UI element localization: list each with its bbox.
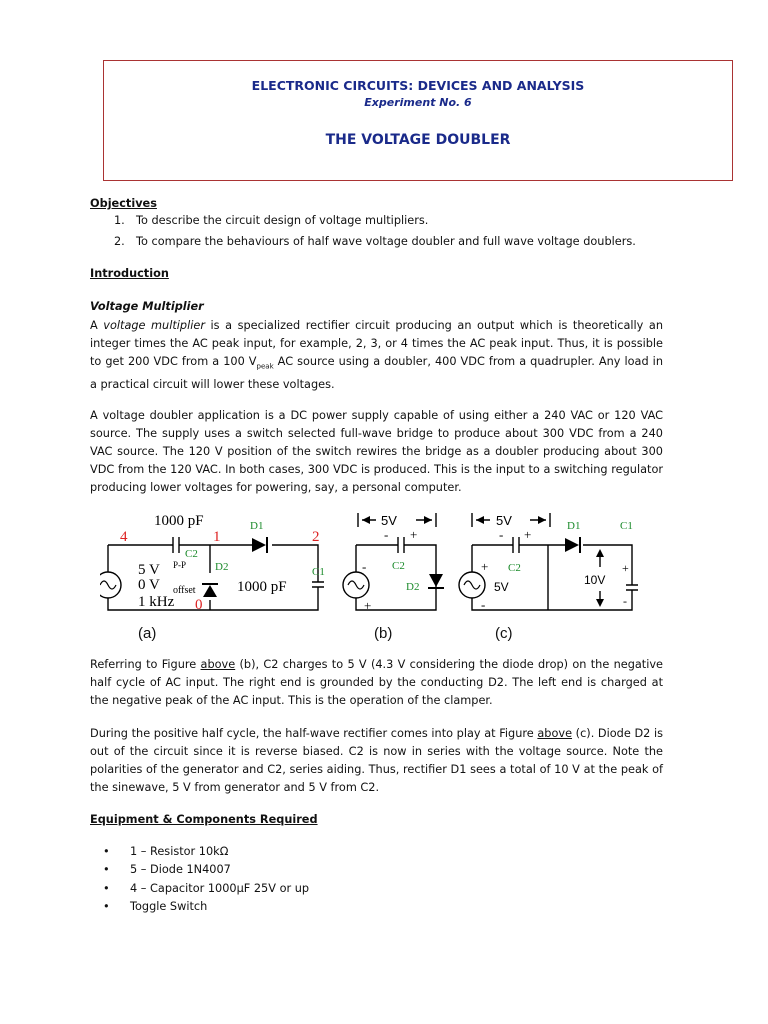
source-pp: P-P [173,560,187,570]
c1-label: C1 [312,566,325,578]
figure-label-a: (a) [138,625,157,642]
c-output-minus: - [623,594,627,608]
c-source-minus: - [481,597,486,612]
source-amplitude: 5 V [138,562,160,578]
c-source-plus: + [481,559,489,574]
experiment-title: THE VOLTAGE DOUBLER [325,132,511,148]
source-offset-label: offset [173,585,196,596]
paragraph-4: During the positive half cycle, the half-wave rectifier comes into play at Figure above (c). Diode D2 is out of the circuit since it is reverse biased. C2 is now in series with the voltage source. Note the polarities of the generator and C2, series aiding. Thus, rectifier D1 sees a total of 10 V at the peak of the sinewave, 5 V from generator and 5 V from C2. [90,727,664,794]
experiment-number: Experiment No. 6 [364,96,472,109]
node-0: 0 [195,597,203,613]
source-frequency: 1 kHz [138,594,175,610]
cap-value-top: 1000 pF [154,513,204,529]
b-plus: + [410,527,418,542]
figure-label-c: (c) [495,625,513,642]
objective-item: 1. To describe the circuit design of voltage multipliers. [114,214,429,227]
equipment-heading: Equipment & Components Required [90,813,318,826]
paragraph-2: A voltage doubler application is a DC power supply capable of using either a 240 VAC or 120 VAC source. The supply uses a switch selected full-wave bridge to produce about 300 VDC from a 240 VAC source. The 120 V position of the switch rewires the bridge as a doubler producing about 300 VDC from the 120 VAC. In both cases, 300 VDC is produced. This is the input to a switching regulator producing lower voltages for powering, say, a personal computer. [90,409,663,494]
c-c1-label: C1 [620,520,633,532]
node-1: 1 [213,529,221,545]
objective-item: 2. To compare the behaviours of half wave voltage doubler and full wave voltage doublers. [114,235,636,248]
d2-label: D2 [215,561,229,573]
b-source-minus: - [362,559,367,574]
list-item: • 1 – Resistor 10kΩ [103,845,229,858]
objectives-list [90,210,663,252]
list-item: • 5 – Diode 1N4007 [103,863,231,877]
c-minus: - [499,527,504,542]
c-d1-label: D1 [567,520,581,532]
c-source-voltage: 5V [494,580,509,594]
introduction-heading: Introduction [90,267,169,280]
paragraph-1: A voltage multiplier is a specialized rectifier circuit producing an output which is theoretically an integer times the AC peak input, for example, 2, 3, or 4 times the AC peak input. Thus, it is possible to get 200 VDC from a 100 $V_{peak}$ AC source using a doubler, 400 VDC from a quadrupler. Any load in a practical circuit will lower these voltages. [90,319,663,391]
d1-label: D1 [250,520,264,532]
node-4: 4 [120,529,128,545]
equipment-list [90,843,663,917]
figure-link[interactable]: above [200,658,236,671]
voltage-multiplier-heading: Voltage Multiplier [90,300,204,313]
c-voltage: 5V [496,513,512,528]
c-output-voltage: 10V [584,573,606,587]
paragraph-3: Referring to Figure above (b), C2 charges to 5 V (4.3 V considering the diode drop) on the negative half cycle of AC input. The right end is grounded by the conducting D2. The left end is charged at the negative peak of the AC input. This is the operation of the clamper. [90,658,663,707]
b-source-plus: + [364,598,372,613]
header-box [103,60,733,181]
b-voltage: 5V [381,513,397,528]
b-d2-label: D2 [406,581,420,593]
list-item: • Toggle Switch [103,900,208,914]
b-c2-label: C2 [392,560,405,572]
objectives-section [90,197,663,252]
c-output-plus: + [622,561,629,575]
b-minus: - [384,527,389,542]
figure-link[interactable]: above [537,727,573,740]
objectives-heading: Objectives [90,197,157,210]
c-plus: + [524,527,532,542]
source-offset-value: 0 V [138,577,160,593]
node-2: 2 [312,529,320,545]
c-c2-label: C2 [508,562,521,574]
list-item: • 4 – Capacitor 1000µF 25V or up [103,881,310,895]
figure-label-b: (b) [374,625,393,642]
cap-value-output: 1000 pF [237,579,287,595]
c2-label: C2 [185,548,198,560]
course-title: ELECTRONIC CIRCUITS: DEVICES AND ANALYSIS [251,78,585,93]
